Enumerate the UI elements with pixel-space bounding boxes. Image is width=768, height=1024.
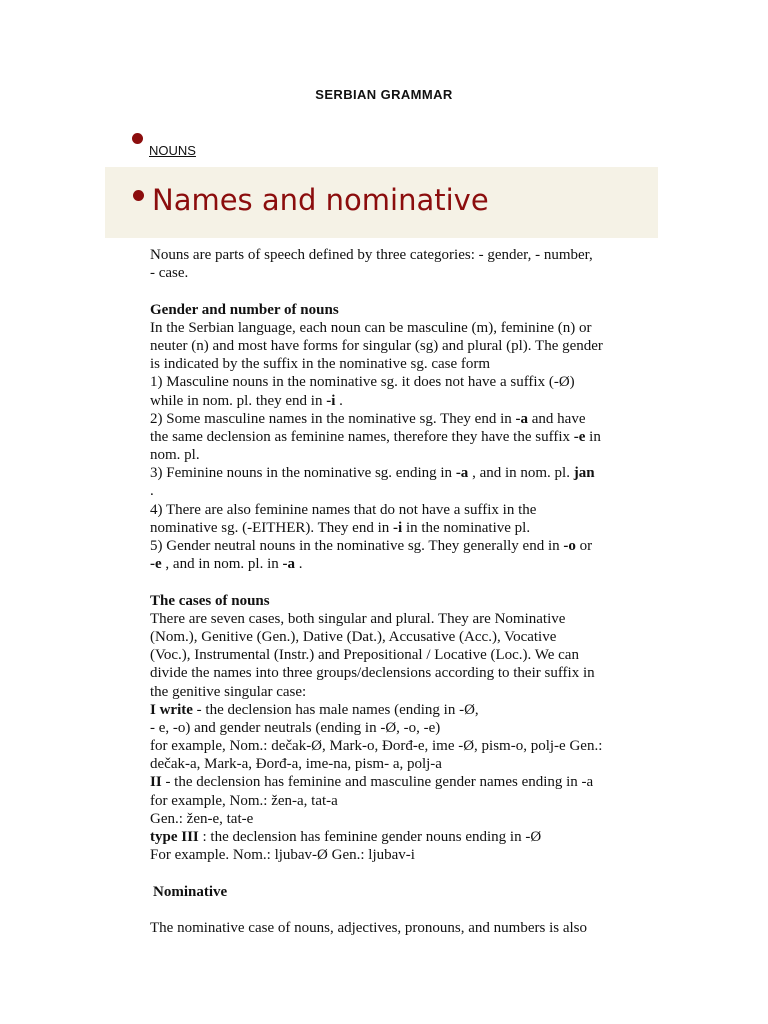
gender-heading: Gender and number of nouns (150, 301, 339, 318)
rule-line: 5) Gender neutral nouns in the nominative sg. They generally end in -o or (150, 538, 593, 554)
page-heading: Names and nominative (152, 183, 489, 217)
paragraph-line: divide the names into three groups/declensions according to their suffix in (150, 665, 595, 682)
bullet-icon (133, 190, 144, 201)
declension-line: II - the declension has feminine and masculine gender names ending in -a (150, 774, 594, 791)
rule-line: while in nom. pl. they end in -i . (150, 392, 343, 409)
declension-line: for example, Nom.: žen-a, tat-a (150, 792, 338, 809)
declension-line: For example. Nom.: ljubav-Ø Gen.: ljubav-i (150, 847, 415, 864)
rule-line: 4) There are also feminine names that do not have a suffix in the (150, 501, 537, 518)
article-body (150, 246, 660, 937)
section-label-nouns[interactable]: NOUNS (149, 143, 196, 158)
declension-line: for example, Nom.: dečak-Ø, Mark-o, Đorđ-e, ime -Ø, pism-o, polj-e Gen.: (150, 738, 603, 755)
rule-line: 2) Some masculine names in the nominative sg. They end in -a and have (150, 410, 586, 427)
rule-line: 3) Feminine nouns in the nominative sg. ending in -a , and in nom. pl. jan (150, 465, 595, 482)
rule-line: nominative sg. (-EITHER). They end in -i in the nominative pl. (150, 519, 531, 536)
rule-line: -e , and in nom. pl. in -a . (150, 556, 303, 573)
nominative-heading: Nominative (153, 883, 228, 900)
paragraph-line: neuter (n) and most have forms for singular (sg) and plural (pl). The gender (150, 337, 603, 354)
paragraph-line: There are seven cases, both singular and plural. They are Nominative (150, 610, 566, 627)
paragraph-line: is indicated by the suffix in the nominative sg. case form (150, 356, 491, 373)
rule-line: nom. pl. (150, 447, 200, 464)
intro-line: Nouns are parts of speech defined by three categories: - gender, - number, (150, 247, 593, 263)
paragraph-line: the genitive singular case: (150, 683, 307, 700)
cases-heading: The cases of nouns (150, 592, 270, 609)
document-title: SERBIAN GRAMMAR (315, 87, 453, 102)
intro-line: - case. (150, 265, 189, 282)
paragraph-line: (Nom.), Genitive (Gen.), Dative (Dat.), Accusative (Acc.), Vocative (150, 628, 557, 645)
rule-line: . (150, 483, 154, 500)
bullet-icon (132, 133, 143, 144)
declension-line: Gen.: žen-e, tat-e (150, 810, 254, 827)
declension-line: - e, -o) and gender neutrals (ending in -Ø, -o, -e) (150, 719, 441, 736)
rule-line: the same declension as feminine names, therefore they have the suffix -e in (150, 428, 601, 445)
paragraph-line: (Voc.), Instrumental (Instr.) and Prepositional / Locative (Loc.). We can (150, 647, 579, 664)
declension-line: dečak-a, Mark-a, Đorđ-a, ime-na, pism- a, polj-a (150, 756, 442, 773)
rule-line: 1) Masculine nouns in the nominative sg. it does not have a suffix (-Ø) (150, 374, 575, 391)
declension-line: type III : the declension has feminine gender nouns ending in -Ø (150, 829, 542, 845)
paragraph-line: The nominative case of nouns, adjectives, pronouns, and numbers is also (150, 919, 587, 936)
declension-line: I write - the declension has male names (ending in -Ø, (150, 701, 479, 718)
paragraph-line: In the Serbian language, each noun can be masculine (m), feminine (n) or (150, 319, 592, 336)
